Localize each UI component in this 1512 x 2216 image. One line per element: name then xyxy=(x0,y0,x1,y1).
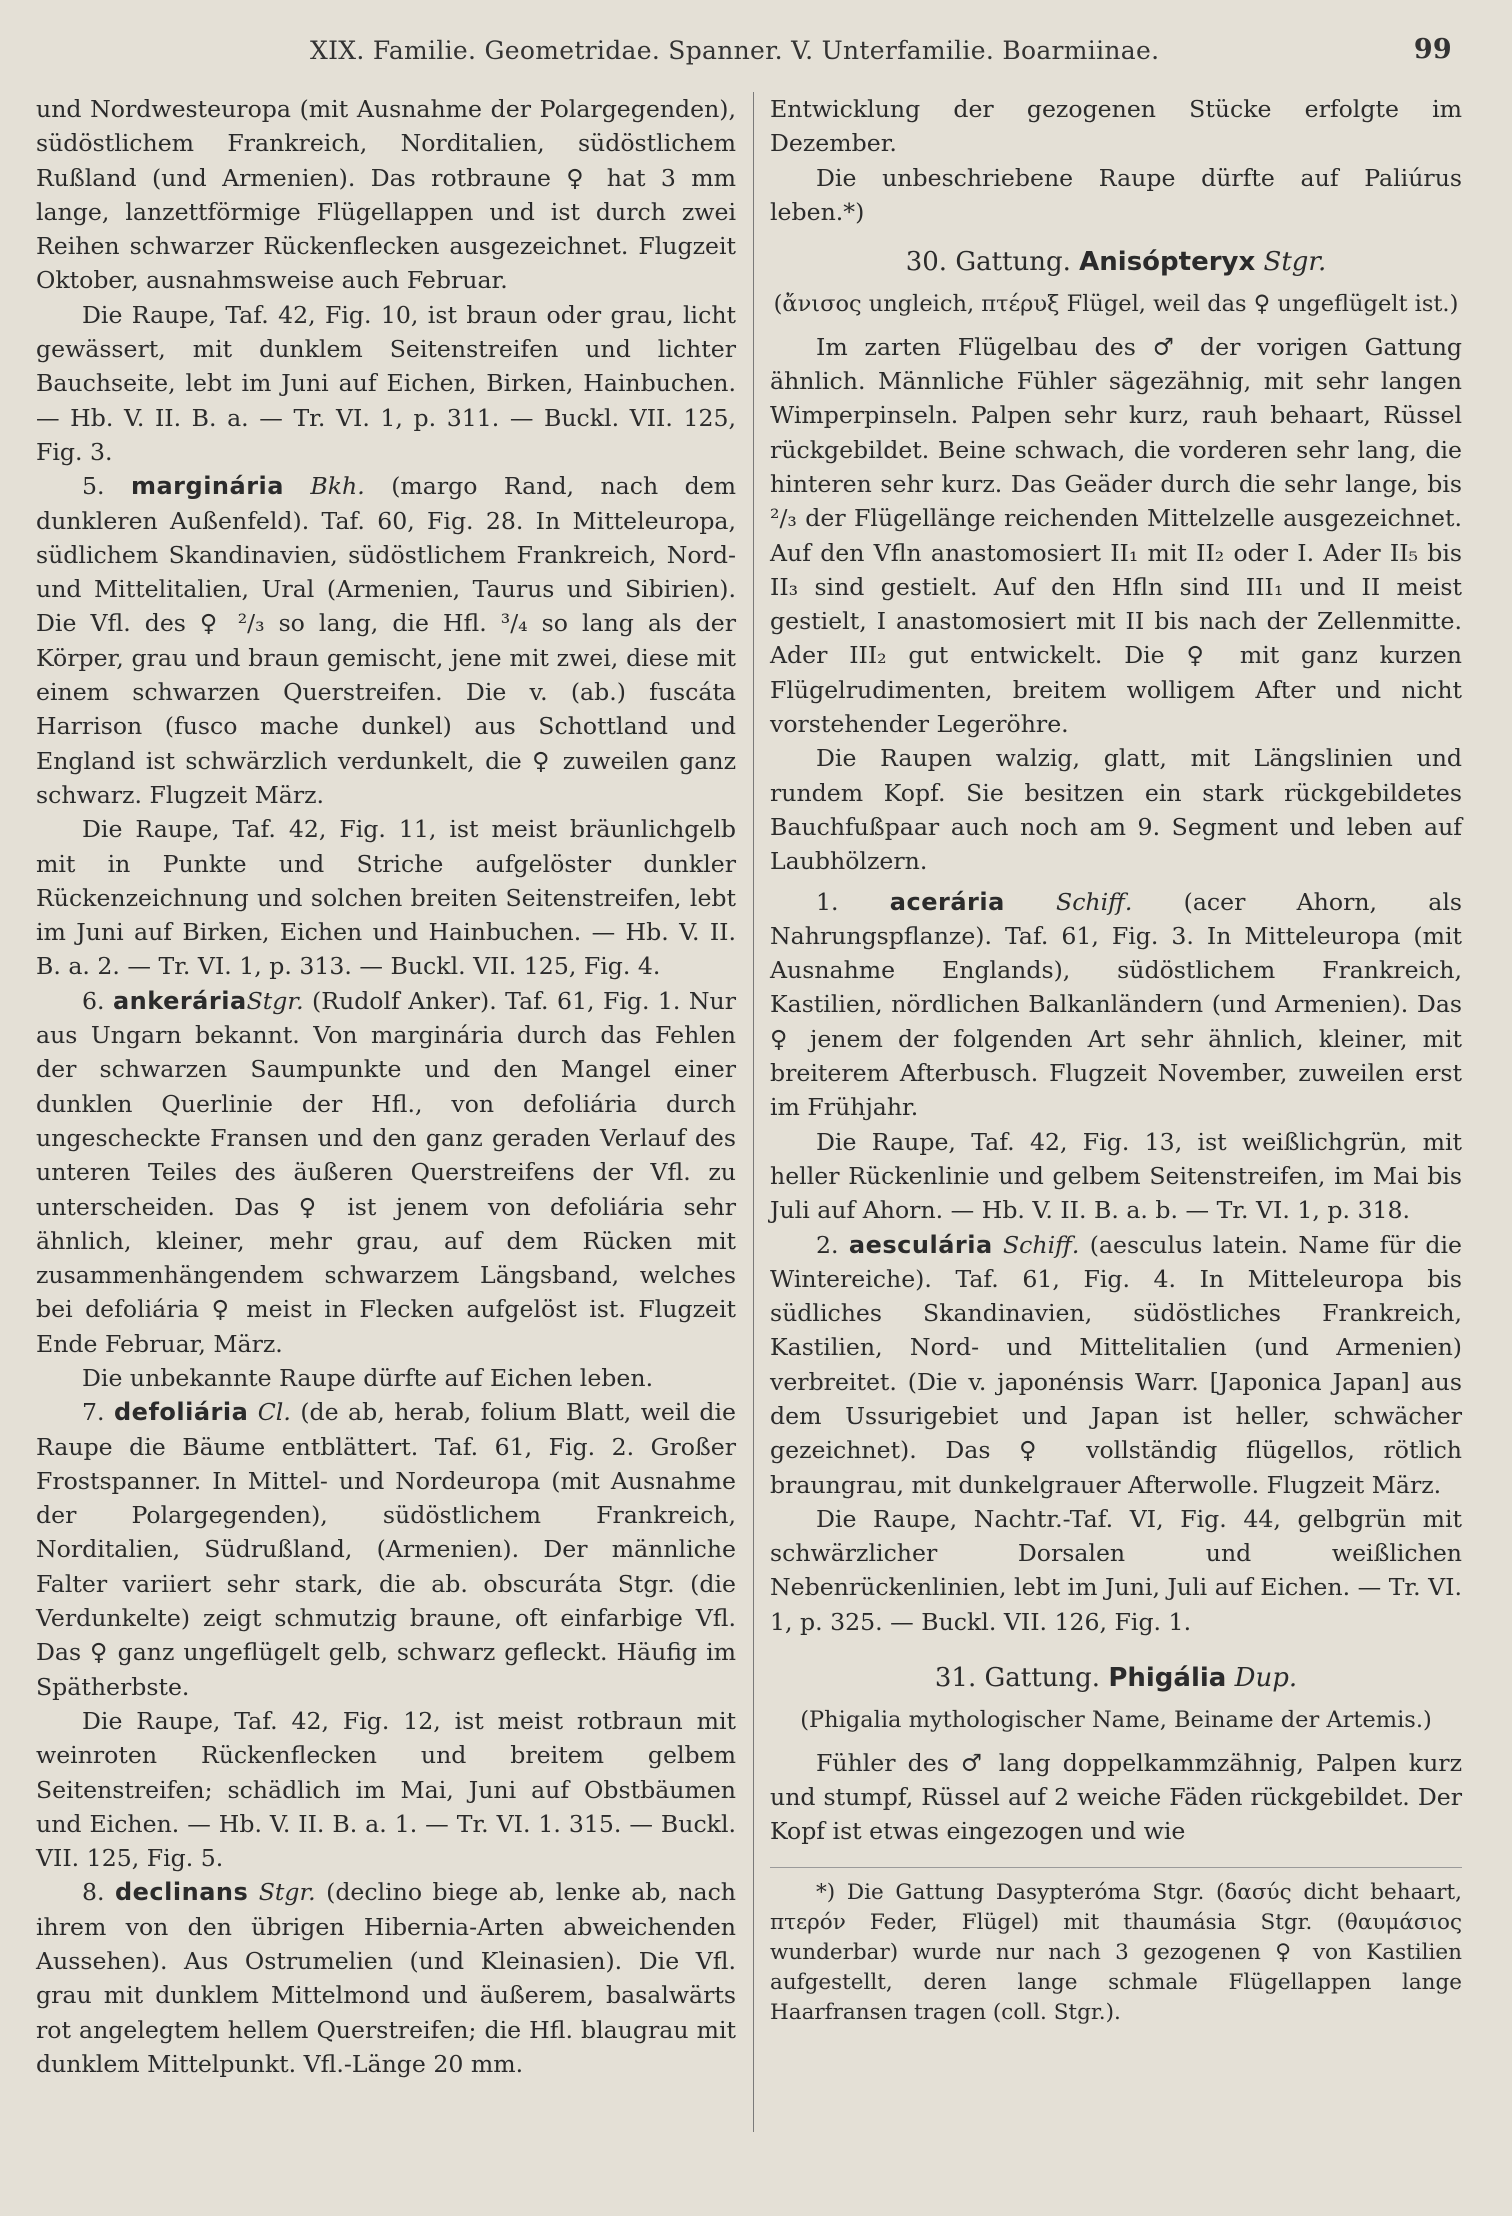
paragraph-raupe: Die unbekannte Raupe dürfte auf Eichen leben. xyxy=(82,1363,654,1392)
species-name: marginária xyxy=(130,472,284,501)
genus-author: Dup. xyxy=(1234,1663,1298,1694)
species-entry-marginaria xyxy=(36,469,736,812)
genus-name: Anisópteryx xyxy=(1079,247,1256,278)
species-entry-aesculaira xyxy=(770,1228,1462,1502)
paragraph: Im zarten Flügelbau des ♂ der vorigen Gattung ähnlich. Männliche Fühler sägezähnig, mit sehr langen Wimperpinseln. Palpen sehr kurz, rauh behaart, Rüssel rückgebildet. Beine schwach, die vorderen sehr lang, die hinteren sehr kurz. Das Geäder durch die sehr lange, bis ²/₃ der Flügellänge reichenden Mittelzelle ausgezeichnet. Auf den Vfln anastomosiert II₁ mit II₂ oder I. Ader II₅ bis II₃ sind gestielt. Auf den Hfln sind III₁ und II meist gestielt, I anastomosiert mit II bis nach der Zellenmitte. Ader III₂ gut entwickelt. Die ♀ mit ganz kurzen Flügelrudimenten, breitem wolligem After und nicht vorstehender Legeröhre. xyxy=(770,332,1462,739)
paragraph-raupe: Die Raupe, Taf. 42, Fig. 11, ist meist bräunlichgelb mit in Punkte und Striche aufgelöster dunkler Rückenzeichnung und solchen breiten Seitenstreifen, lebt im Juni auf Birken, Eichen und Hainbuchen. — Hb. V. II. B. a. 2. — Tr. VI. 1, p. 313. — Buckl. VII. 125, Fig. 4. xyxy=(36,815,736,981)
species-number: 6. xyxy=(82,986,105,1015)
species-number: 8. xyxy=(82,1878,105,1907)
paragraph-raupe: Die Raupe, Taf. 42, Fig. 12, ist meist rotbraun mit weinroten Rückenflecken und breitem gelbem Seitenstreifen; schädlich im Mai, Juni auf Obstbäumen und Eichen. — Hb. V. II. B. a. 1. — Tr. VI. 1. 315. — Buckl. VII. 125, Fig. 5. xyxy=(36,1706,736,1873)
paragraph-raupe: Die Raupe, Nachtr.-Taf. VI, Fig. 44, gelbgrün mit schwärzlicher Dorsalen und weißlichen Nebenrückenlinien, lebt im Juni, Juli auf Eichen. — Tr. VI. 1, p. 325. — Buckl. VII. 126, Fig. 1. xyxy=(770,1504,1462,1636)
column-divider xyxy=(753,92,754,2132)
species-author: Cl. xyxy=(257,1398,291,1427)
paragraph: Entwicklung der gezogenen Stücke erfolgte im Dezember. xyxy=(770,95,1462,158)
genus-author: Stgr. xyxy=(1263,247,1327,278)
species-text: (aesculus latein. Name für die Wintereiche). Taf. 61, Fig. 4. In Mitteleuropa bis südliches Skandinavien, südöstliches Frankreich, Kastilien, Nord- und Mittelitalien (und Armenien) verbreitet. (Die v. japonénsis Warr. [Japonica Japan] aus dem Ussurigebiet und Japan ist heller, schwächer gezeichnet). Das ♀ vollständig flügellos, rötlich braungrau, mit dunkelgrauer Afterwolle. Flugzeit März. xyxy=(770,1230,1462,1499)
genus-etymology: (ἄνισος ungleich, πτέρυξ Flügel, weil das ♀ ungeflügelt ist.) xyxy=(773,291,1459,318)
species-number: 7. xyxy=(82,1398,105,1427)
species-entry-ankeraria xyxy=(36,984,736,1361)
species-author: Stgr. xyxy=(246,986,304,1015)
genus-heading-phigalia xyxy=(770,1661,1462,1695)
genus-etymology: (Phigalia mythologischer Name, Beiname der Artemis.) xyxy=(800,1707,1432,1734)
species-name: acerária xyxy=(889,887,1005,916)
species-number: 5. xyxy=(82,472,105,501)
species-text: (declino biege ab, lenke ab, nach ihrem von den übrigen Hibernia-Arten abweichenden Aussehen). Aus Ostrumelien (und Kleinasien). Die Vfl. grau mit dunklem Mittelmond und äußerem, basalwärts rot angelegtem hellem Querstreifen; die Hfl. blaugrau mit dunklem Mittelpunkt. Vfl.-Länge 20 mm. xyxy=(36,1878,736,2078)
species-name: defoliária xyxy=(113,1398,249,1427)
species-entry-defoliaria xyxy=(36,1395,736,1704)
species-name: ankerária xyxy=(112,986,247,1015)
running-header xyxy=(310,32,1452,76)
species-author: Bkh. xyxy=(310,472,365,501)
left-column xyxy=(36,92,736,2081)
genus-number: 30. Gattung. xyxy=(905,247,1071,278)
footnote: *) Die Gattung Dasypteróma Stgr. (δασύς dicht behaart, πτερόν Feder, Flügel) mit thaumásia Stgr. (θαυμάσιος wunderbar) wurde nur nach 3 gezogenen ♀ von Kastilien aufgestellt, deren lange schmale Flügellappen lange Haarfransen tragen (coll. Stgr.). xyxy=(770,1879,1462,2025)
genus-name: Phigália xyxy=(1108,1663,1227,1694)
species-number: 1. xyxy=(816,887,839,916)
paragraph: Die unbeschriebene Raupe dürfte auf Paliúrus leben.*) xyxy=(770,163,1462,226)
species-author: Stgr. xyxy=(258,1878,316,1907)
paragraph-raupe: Die Raupe, Taf. 42, Fig. 13, ist weißlichgrün, mit heller Rückenlinie und gelbem Seitenstreifen, im Mai bis Juli auf Ahorn. — Hb. V. II. B. a. b. — Tr. VI. 1, p. 318. xyxy=(770,1127,1462,1225)
species-text: (Rudolf Anker). Taf. 61, Fig. 1. Nur aus Ungarn bekannt. Von marginária durch das Fehlen der schwarzen Saumpunkte und den Mangel einer dunklen Querlinie der Hfl., von defoliária durch ungescheckte Fransen und den ganz geraden Verlauf des unteren Teiles des äußeren Querstreifens der Vfl. zu unterscheiden. Das ♀ ist jenem von defoliária sehr ähnlich, kleiner, mehr grau, auf dem Rücken mit zusammenhängendem schwarzem Längsband, welches bei defoliária ♀ meist in Flecken aufgelöst ist. Flugzeit Ende Februar, März. xyxy=(36,986,736,1358)
paragraph: Die Raupen walzig, glatt, mit Längslinien und rundem Kopf. Sie besitzen ein stark rückgebildetes Bauchfußpaar auch noch am 9. Segment und leben auf Laubhölzern. xyxy=(770,744,1462,876)
species-text: (margo Rand, nach dem dunkleren Außenfeld). Taf. 60, Fig. 28. In Mitteleuropa, südlichem Skandinavien, südöstlichem Frankreich, Nord- und Mittelitalien, Ural (Armenien, Taurus und Sibirien). Die Vfl. des ♀ ²/₃ so lang, die Hfl. ³/₄ so lang als der Körper, grau und braun gemischt, jene mit zwei, diese mit einem schwarzen Querstreifen. Die v. (ab.) fuscáta Harrison (fusco mache dunkel) aus Schottland und England ist schwärzlich verdunkelt, die ♀ zuweilen ganz schwarz. Flugzeit März. xyxy=(36,472,737,809)
species-author: Schiff. xyxy=(1056,887,1133,916)
genus-heading-anisopteryx xyxy=(770,245,1462,279)
paragraph: Fühler des ♂ lang doppelkammzähnig, Palpen kurz und stumpf, Rüssel auf 2 weiche Fäden rückgebildet. Der Kopf ist etwas eingezogen und wie xyxy=(770,1748,1462,1846)
species-name: aesculária xyxy=(848,1230,993,1259)
right-column xyxy=(770,92,1462,2028)
footnote-rule xyxy=(770,1867,1462,1868)
species-text: (de ab, herab, folium Blatt, weil die Raupe die Bäume entblättert. Taf. 61, Fig. 2. Großer Frostspanner. In Mittel- und Nordeuropa (mit Ausnahme der Polargegenden), südöstlichem Frankreich, Norditalien, Südrußland, (Armenien). Der männliche Falter variiert sehr stark, die ab. obscuráta Stgr. (die Verdunkelte) zeigt schmutzig braune, oft einfarbige Vfl. Das ♀ ganz ungeflügelt gelb, schwarz gefleckt. Häufig im Spätherbste. xyxy=(36,1398,737,1701)
paragraph: und Nordwesteuropa (mit Ausnahme der Polargegenden), südöstlichem Frankreich, Norditalien, südöstlichem Rußland (und Armenien). Das rotbraune ♀ hat 3 mm lange, lanzettförmige Flügellappen und ist durch zwei Reihen schwarzer Rückenflecken ausgezeichnet. Flugzeit Oktober, ausnahmsweise auch Februar. xyxy=(36,95,736,295)
species-number: 2. xyxy=(816,1230,839,1259)
species-entry-declinans xyxy=(36,1875,736,2081)
header-title: XIX. Familie. Geometridae. Spanner. V. Unterfamilie. Boarmiinae. xyxy=(310,36,1160,65)
paragraph-raupe: Die Raupe, Taf. 42, Fig. 10, ist braun oder grau, licht gewässert, mit dunklem Seitenstreifen und lichter Bauchseite, lebt im Juni auf Eichen, Birken, Hainbuchen. — Hb. V. II. B. a. — Tr. VI. 1, p. 311. — Buckl. VII. 125, Fig. 3. xyxy=(36,300,736,466)
species-author: Schiff. xyxy=(1003,1230,1080,1259)
genus-number: 31. Gattung. xyxy=(934,1663,1101,1694)
species-entry-aceraria xyxy=(770,885,1462,1125)
species-text: (acer Ahorn, als Nahrungspflanze). Taf. 61, Fig. 3. In Mitteleuropa (mit Ausnahme Englands), südöstlichem Frankreich, Kastilien, nördlichen Balkanländern (und Armenien). Das ♀ jenem der folgenden Art sehr ähnlich, kleiner, mit breiterem Afterbusch. Flugzeit November, zuweilen erst im Frühjahr. xyxy=(770,887,1463,1122)
page-number: 99 xyxy=(1413,34,1452,65)
species-name: declinans xyxy=(114,1878,249,1907)
